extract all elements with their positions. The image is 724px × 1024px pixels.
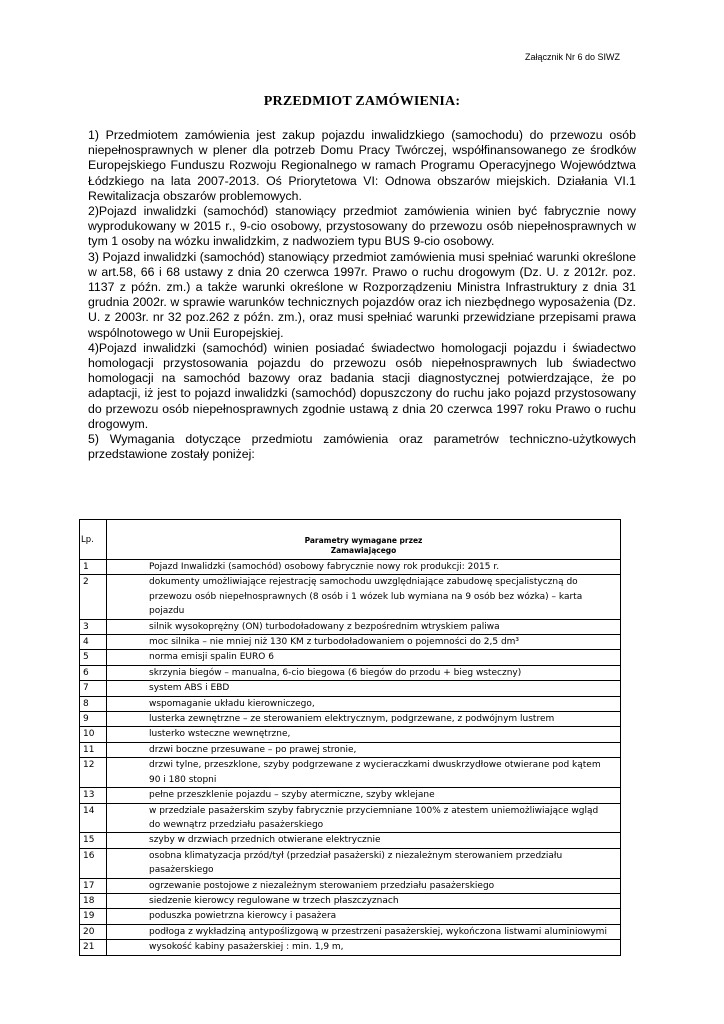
row-number: 7 — [80, 681, 107, 696]
row-description: poduszka powietrzna kierowcy i pasażera — [107, 909, 621, 924]
table-row — [80, 848, 621, 878]
header-params — [107, 520, 621, 560]
table-row — [80, 758, 621, 788]
table-row — [80, 803, 621, 833]
table-row — [80, 619, 621, 634]
row-number: 5 — [80, 650, 107, 665]
row-description: norma emisji spalin EURO 6 — [107, 650, 621, 665]
row-description: podłoga z wykładziną antypoślizgową w przestrzeni pasażerskiej, wykończona listwami aluminiowymi — [107, 924, 621, 939]
row-description: Pojazd Inwalidzki (samochód) osobowy fabrycznie nowy rok produkcji: 2015 r. — [107, 560, 621, 575]
table-row — [80, 727, 621, 742]
row-number: 16 — [80, 848, 107, 878]
table-row — [80, 878, 621, 893]
row-description: skrzynia biegów – manualna, 6-cio biegowa (6 biegów do przodu + bieg wsteczny) — [107, 665, 621, 680]
table-row — [80, 924, 621, 939]
table-row — [80, 560, 621, 575]
row-description: silnik wysokoprężny (ON) turbodoładowany z bezpośrednim wtryskiem paliwa — [107, 619, 621, 634]
table-header-row — [80, 520, 621, 560]
row-description: w przedziale pasażerskim szyby fabrycznie przyciemniane 100% z atestem uniemożliwiające wgląd do wewnątrz przedziału pasażerskiego — [107, 803, 621, 833]
row-description: dokumenty umożliwiające rejestrację samochodu uwzględniające zabudowę specjalistyczną do przewozu osób niepełnosprawnych (8 osób i 1 wózek lub wymiana na 9 osób bez wózka) – karta pojazdu — [107, 575, 621, 619]
row-number: 13 — [80, 788, 107, 803]
table-row — [80, 575, 621, 619]
paragraph-1: 1) Przedmiotem zamówienia jest zakup pojazdu inwalidzkiego (samochodu) do przewozu osób niepełnosprawnych w plener dla potrzeb Domu Pracy Twórczej, współfinansowanego ze środków Europejskiego Funduszu Rozwoju Regionalnego w ramach Programu Operacyjnego Województwa Łódzkiego na lata 2007-2013. Oś Priorytetowa VI: Odnowa obszarów miejskich. Działania VI.1 Rewitalizacja obszarów problemowych. — [88, 128, 636, 203]
row-description: wysokość kabiny pasażerskiej : min. 1,9 m, — [107, 940, 621, 955]
header-params-line2: Zamawiającego — [330, 546, 397, 555]
header-params-line1: Parametry wymagane przez — [304, 536, 423, 545]
row-description: lusterka zewnętrzne – ze sterowaniem elektrycznym, podgrzewane, z podwójnym lustrem — [107, 712, 621, 727]
row-number: 4 — [80, 635, 107, 650]
row-number: 19 — [80, 909, 107, 924]
table-row — [80, 681, 621, 696]
table-row — [80, 940, 621, 955]
annex-label: Załącznik Nr 6 do SIWZ — [524, 52, 620, 62]
table-row — [80, 665, 621, 680]
row-number: 2 — [80, 575, 107, 619]
row-number: 8 — [80, 696, 107, 711]
row-description: pełne przeszklenie pojazdu – szyby atermiczne, szyby wklejane — [107, 788, 621, 803]
page-title: PRZEDMIOT ZAMÓWIENIA: — [263, 94, 461, 109]
row-description: moc silnika – nie mniej niż 130 KM z turbodoładowaniem o pojemności do 2,5 dm³ — [107, 635, 621, 650]
row-description: ogrzewanie postojowe z niezależnym sterowaniem przedziału pasażerskiego — [107, 878, 621, 893]
table-row — [80, 635, 621, 650]
table-row — [80, 712, 621, 727]
header-lp: Lp. — [80, 520, 107, 560]
row-number: 3 — [80, 619, 107, 634]
row-number: 10 — [80, 727, 107, 742]
row-number: 1 — [80, 560, 107, 575]
paragraph-4: 4)Pojazd inwalidzki (samochód) winien posiadać świadectwo homologacji pojazdu i świadectwo homologacji przystosowania pojazdu do przewozu osób niepełnosprawnych lub świadectwo homologacji na samochód bazowy oraz badania stacji diagnostycznej potwierdzające, że po adaptacji, iż jest to pojazd inwalidzki (samochód) dopuszczony do ruchu jako pojazd przystosowany do przewozu osób niepełnosprawnych zgodnie ustawą z dnia 20 czerwca 1997 roku Prawo o ruchu drogowym. — [88, 340, 636, 431]
row-description: szyby w drzwiach przednich otwierane elektrycznie — [107, 833, 621, 848]
row-number: 17 — [80, 878, 107, 893]
row-number: 9 — [80, 712, 107, 727]
table-row — [80, 650, 621, 665]
row-number: 20 — [80, 924, 107, 939]
row-description: drzwi tylne, przeszklone, szyby podgrzewane z wycieraczkami dwuskrzydłowe otwierane pod kątem 90 i 180 stopni — [107, 758, 621, 788]
table-row — [80, 788, 621, 803]
table-body — [80, 560, 621, 956]
row-description: wspomaganie układu kierowniczego, — [107, 696, 621, 711]
row-description: siedzenie kierowcy regulowane w trzech płaszczyznach — [107, 893, 621, 908]
row-number: 11 — [80, 742, 107, 757]
row-number: 14 — [80, 803, 107, 833]
table-row — [80, 742, 621, 757]
paragraph-5: 5) Wymagania dotyczące przedmiotu zamówienia oraz parametrów techniczno-użytkowych przedstawione zostały poniżej: — [88, 432, 636, 462]
table-row — [80, 909, 621, 924]
paragraph-2: 2)Pojazd inwalidzki (samochód) stanowiący przedmiot zamówienia winien być fabrycznie nowy wyprodukowany w 2015 r., 9-cio osobowy, przystosowany do przewozu osób niepełnosprawnych w tym 1 osoby na wózku inwalidzkim, z nadwoziem typu BUS 9-cio osobowy. — [88, 204, 636, 249]
row-number: 6 — [80, 665, 107, 680]
row-description: osobna klimatyzacja przód/tył (przedział pasażerski) z niezależnym sterowaniem przedziału pasażerskiego — [107, 848, 621, 878]
row-description: drzwi boczne przesuwane – po prawej stronie, — [107, 742, 621, 757]
row-description: lusterko wsteczne wewnętrzne, — [107, 727, 621, 742]
row-number: 12 — [80, 758, 107, 788]
row-number: 18 — [80, 893, 107, 908]
row-number: 21 — [80, 940, 107, 955]
table-row — [80, 696, 621, 711]
table-row — [80, 893, 621, 908]
description-text — [88, 128, 636, 462]
paragraph-3: 3) Pojazd inwalidzki (samochód) stanowiący przedmiot zamówienia musi spełniać warunki określone w art.58, 66 i 68 ustawy z dnia 20 czerwca 1997r. Prawo o ruchu drogowym (Dz. U. z 2012r. poz. 1137 z późn. zm.) a także warunki określone w Rozporządzeniu Ministra Infrastruktury z dnia 31 grudnia 2002r. w sprawie warunków technicznych pojazdów oraz ich niezbędnego wyposażenia (Dz. U. z 2003r. nr 32 poz.262 z późn. zm.), oraz musi spełniać warunki przewidziane przepisami prawa wspólnotowego w Unii Europejskiej. — [88, 249, 636, 340]
row-number: 15 — [80, 833, 107, 848]
row-description: system ABS i EBD — [107, 681, 621, 696]
table-row — [80, 833, 621, 848]
requirements-table — [79, 519, 621, 956]
